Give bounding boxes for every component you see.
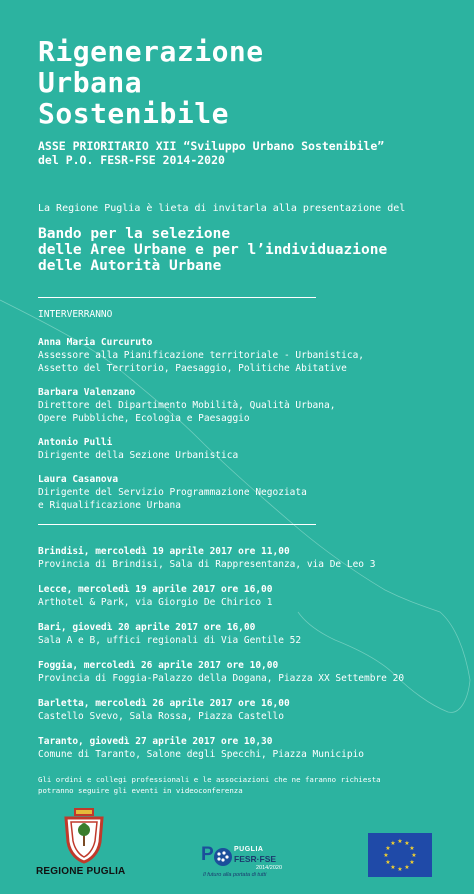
event-location: Castello Svevo, Sala Rossa, Piazza Castello (38, 711, 284, 722)
event-item (38, 621, 301, 647)
speaker-role: Dirigente della Sezione Urbanistica (38, 450, 239, 461)
videoconference-note (38, 774, 381, 796)
bando-line-3: delle Autorità Urbane (38, 258, 222, 274)
event-date: Brindisi, mercoledì 19 aprile 2017 ore 11,00 (38, 546, 290, 557)
bando-line-2: delle Aree Urbane e per l’individuazione (38, 242, 388, 258)
subtitle-line-1: ASSE PRIORITARIO XII “Sviluppo Urbano Sostenibile” (38, 139, 385, 153)
subtitle (38, 139, 384, 167)
speaker-item (38, 473, 307, 512)
speaker-name: Antonio Pulli (38, 437, 113, 448)
svg-text:★: ★ (404, 840, 410, 847)
speaker-item (38, 336, 364, 375)
svg-text:★: ★ (397, 866, 403, 873)
svg-text:★: ★ (383, 852, 389, 859)
speakers-heading: INTERVERRANNO (38, 309, 113, 320)
po-logo-motto: Il futuro alla portata di tutti (203, 872, 267, 878)
bando-title (38, 226, 387, 274)
speaker-role: Dirigente del Servizio Programmazione Negoziata (38, 487, 307, 498)
bando-line-1: Bando per la selezione (38, 226, 231, 242)
speaker-role: Assetto del Territorio, Paesaggio, Politiche Abitative (38, 363, 347, 374)
event-item (38, 697, 290, 723)
event-item (38, 659, 404, 685)
event-location: Sala A e B, uffici regionali di Via Gentile 52 (38, 635, 302, 646)
invite-text: La Regione Puglia è lieta di invitarla alla presentazione del (38, 203, 406, 214)
po-logo-fesr: FESR·FSE (234, 854, 277, 864)
event-date: Barletta, mercoledì 26 aprile 2017 ore 16,00 (38, 698, 290, 709)
event-item (38, 735, 364, 761)
event-location: Arthotel & Park, via Giorgio De Chirico 1 (38, 597, 273, 608)
speaker-name: Anna Maria Curcuruto (38, 337, 153, 348)
event-date: Lecce, mercoledì 19 aprile 2017 ore 16,00 (38, 584, 273, 595)
event-location: Provincia di Foggia-Palazzo della Dogana, Piazza XX Settembre 20 (38, 673, 405, 684)
svg-text:★: ★ (411, 852, 417, 859)
svg-text:★: ★ (409, 859, 415, 866)
speaker-item (38, 436, 238, 462)
note-line-1: Gli ordini e collegi professionali e le associazioni che ne faranno richiesta (38, 775, 381, 784)
divider-bottom (38, 524, 316, 525)
subtitle-line-2: del P.O. FESR-FSE 2014-2020 (38, 153, 225, 167)
speaker-name: Laura Casanova (38, 474, 119, 485)
svg-text:★: ★ (409, 845, 415, 852)
eu-flag-icon (368, 833, 432, 877)
speaker-name: Barbara Valenzano (38, 387, 136, 398)
speaker-role: Assessore alla Pianificazione territoriale - Urbanistica, (38, 350, 365, 361)
svg-text:★: ★ (385, 859, 391, 866)
po-logo-dots-icon (212, 846, 234, 868)
svg-text:★: ★ (390, 864, 396, 871)
divider-top (38, 297, 316, 298)
title-line-3: Sostenibile (38, 97, 229, 130)
main-title (38, 36, 264, 129)
po-logo-years: 2014/2020 (256, 865, 282, 871)
po-logo-letter: P (201, 844, 214, 865)
event-date: Foggia, mercoledì 26 aprile 2017 ore 10,00 (38, 660, 279, 671)
speaker-role: Direttore del Dipartimento Mobilità, Qualità Urbana, (38, 400, 336, 411)
note-line-2: potranno seguire gli eventi in videoconferenza (38, 786, 243, 795)
event-location: Comune di Taranto, Salone degli Specchi, Piazza Municipio (38, 749, 365, 760)
event-location: Provincia di Brindisi, Sala di Rappresentanza, via De Leo 3 (38, 559, 376, 570)
svg-text:★: ★ (385, 845, 391, 852)
speaker-role: Opere Pubbliche, Ecologia e Paesaggio (38, 413, 250, 424)
regione-puglia-crest-icon (62, 808, 106, 864)
speaker-item (38, 386, 335, 425)
svg-text:★: ★ (397, 838, 403, 845)
event-item (38, 583, 273, 609)
event-date: Taranto, giovedì 27 aprile 2017 ore 10,30 (38, 736, 273, 747)
title-line-2: Urbana (38, 66, 143, 99)
event-date: Bari, giovedì 20 aprile 2017 ore 16,00 (38, 622, 256, 633)
po-logo-puglia: PUGLIA (234, 846, 264, 853)
svg-text:★: ★ (390, 840, 396, 847)
regione-puglia-label: REGIONE PUGLIA (36, 866, 126, 877)
event-item (38, 545, 375, 571)
svg-text:★: ★ (404, 864, 410, 871)
title-line-1: Rigenerazione (38, 35, 264, 68)
speaker-role: e Riqualificazione Urbana (38, 500, 181, 511)
